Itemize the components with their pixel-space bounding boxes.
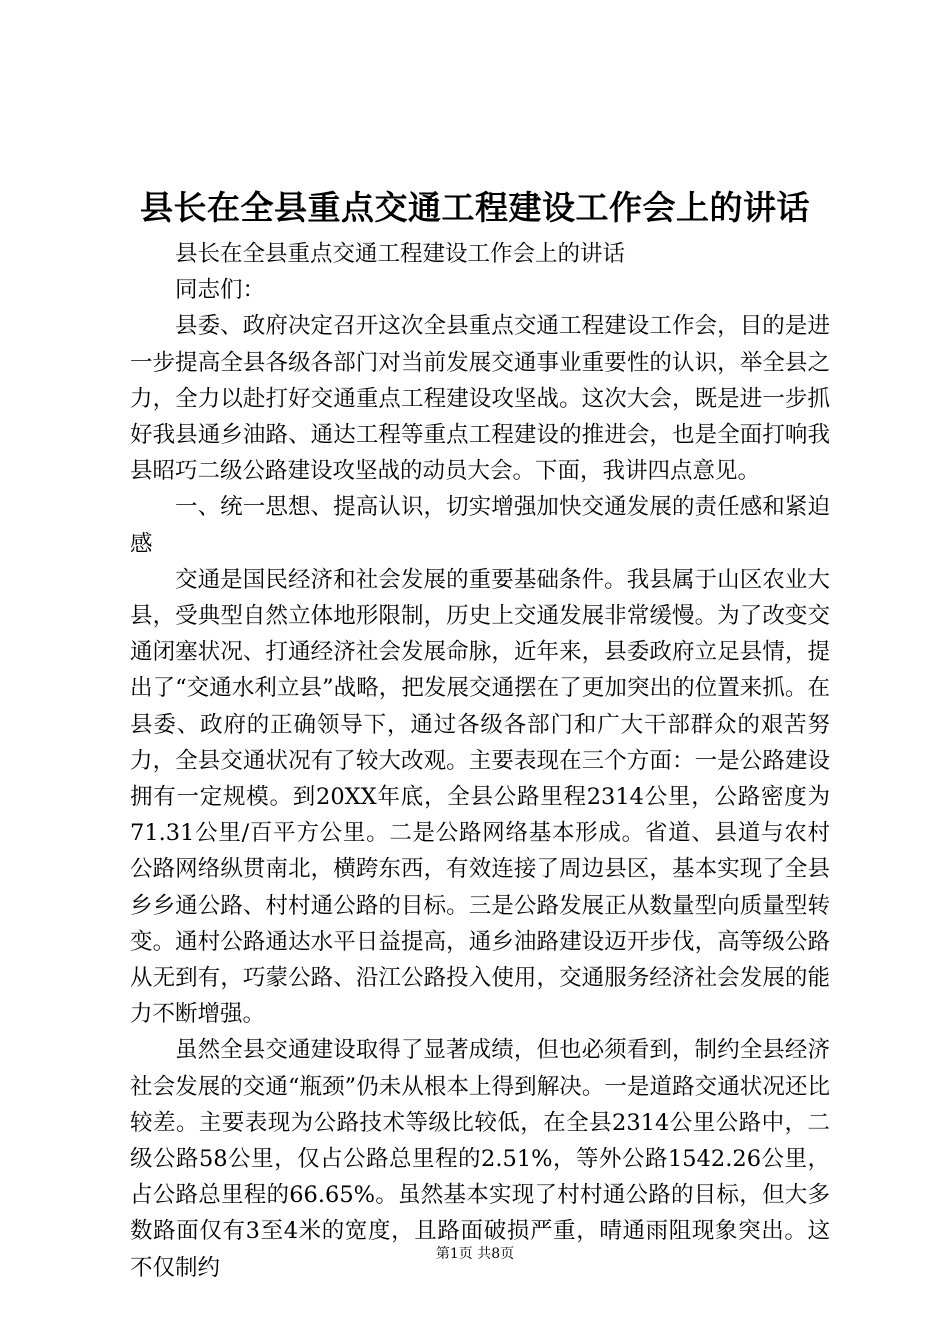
paragraph-salutation: 同志们： [175,277,266,304]
paragraph-achievements: 交通是国民经济和社会发展的重要基础条件。我县属于山区农业大县，受典型自然立体地形限制，历史上交通发展非常缓慢。为了改变交通闭塞状况、打通经济社会发展命脉，近年来，县委政府立足县情，提出了“交通水利立县”战略，把发展交通摆在了更加突出的位置来抓。在县委、政府的正确领导下，通过各级各部门和广大干部群众的艰苦努力，全县交通状况有了较大改观。主要表现在三个方面：一是公路建设拥有一定规模。到20XX年底，全县公路里程2314公里，公路密度为71.31公里/百平方公里。二是公路网络基本形成。省道、县道与农村公路网络纵贯南北，横跨东西，有效连接了周边县区，基本实现了全县乡乡通公路、村村通公路的目标。三是公路发展正从数量型向质量型转变。通村公路通达水平日益提高，通乡油路建设迈开步伐，高等级公路从无到有，巧蒙公路、沿江公路投入使用，交通服务经济社会发展的能力不断增强。 [130,566,830,1028]
paragraph-problems: 虽然全县交通建设取得了显著成绩，但也必须看到，制约全县经济社会发展的交通“瓶颈”仍未从根本上得到解决。一是道路交通状况还比较差。主要表现为公路技术等级比较低，在全县2314公里公路中，二级公路58公里，仅占公路总里程的2.51%，等外公路1542.26公里，占公路总里程的66.65%。虽然基本实现了村村通公路的目标，但大多数路面仅有3至4米的宽度，且路面破损严重，晴通雨阻现象突出。这不仅制约 [130,1037,830,1281]
paragraph-subtitle: 县长在全县重点交通工程建设工作会上的讲话 [175,241,626,267]
document-title: 县长在全县重点交通工程建设工作会上的讲话 [140,188,810,227]
paragraph-section-heading: 一、统一思想、提高认识，切实增强加快交通发展的责任感和紧迫感 [130,494,830,557]
document-body [130,236,830,1286]
paragraph-intro: 县委、政府决定召开这次全县重点交通工程建设工作会，目的是进一步提高全县各级各部门对当前发展交通事业重要性的认识，举全县之力，全力以赴打好交通重点工程建设攻坚战。这次大会，既是进一步抓好我县通乡油路、通达工程等重点工程建设的推进会，也是全面打响我县昭巧二级公路建设攻坚战的动员大会。下面，我讲四点意见。 [130,313,830,485]
page-footer: 第1页 共8页 [435,1246,515,1262]
